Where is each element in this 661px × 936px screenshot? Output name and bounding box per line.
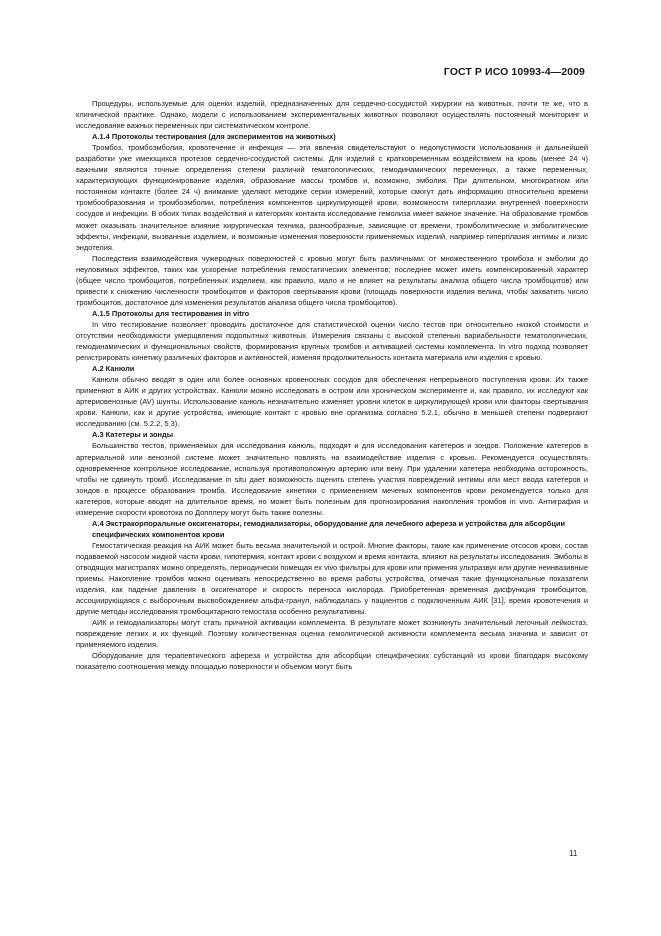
paragraph: Последствия взаимодействия чужеродных поверхностей с кровью могут быть различными: от множественного тромбоза и эмболии до неуловимых эффектов, таких как ускорение потребления гемостатических элементов; последнее может иметь компенсированный характер (общее число тромбоцитов, потребленных изделием, как правило, мало и не влияет на результаты анализа общего числа тромбоцитов) или привести к снижению численности тромбоцитов и факторов свертывания крови (площадь поверхности изделия велика, чтобы захватить число тромбоцитов, достаточное для изменения результатов анализа общего числа тромбоцитов). bbox=[76, 253, 588, 307]
paragraph: АИК и гемодиализаторы могут стать причиной активации комплемента. В результате может возникнуть значительный легочный лейкостаз, повреждение легких и их функций. Поэтому количественная оценка гемолитической активности комплемента весьма значима и зависит от применяемого изделия. bbox=[76, 618, 588, 650]
paragraph: Большинство тестов, применяемых для исследования канюль, подходят и для исследования катетеров и зондов. Положение катетеров в артериальной или венозной системе может значительно повлиять на взаимодействие изделия с кровью. Рекомендуется осуществлять одновременное контрольное исследование, используя противоположную артерию или вену. При удалении катетера необходима осторожность, чтобы не сдвинуть тромб. Исследование in situ дает возможность оценить степень участия повреждений интимы или мест ввода катетеров и зондов в процессе образования тромба. Исследование кинетики с применением меченых компонентов крови рекомендуется только для катетеров, которые вводят на длительное время, но может быть полезным для прогнозирования накопления тромбов in vivo. Антиграфия и измерение скорости кровотока по Допплеру могут быть также полезны. bbox=[76, 441, 588, 517]
section-heading: А.3 Катетеры и зонды bbox=[92, 430, 174, 440]
section-heading: А.1.5 Протоколы для тестирования in vitro bbox=[92, 308, 250, 318]
paragraph: Гемостатическая реакция на АИК может быть весьма значительной и острой. Многие факторы, такие как применение отсосов крови, состав подаваемой насосом жидкой части крови, гипотермия, контакт крови с воздухом и время контакта, влияют на результаты исследования. Эмболы в отводящих магистралях можно определять, периодически помещая ex vivo фильтры для крови или применяя ультразвук или другие неинвазивные приемы. Накопление тромбов можно оценивать непосредственно во время работы устройства, отмечая такие функциональные показатели изделия, как падение давления в оксигенаторе и скорость переноса кислорода. Приобретенная временная дисфункция тромбоцитов, ассоциирующаяся с выборочным высвобождением альфа-гранул, наблюдалась у пациентов с подключенным АИК [31], время кровотечения и другие методы исследования тромбоцитарного гемостаза особенно результативны. bbox=[76, 540, 588, 617]
page-number: 11 bbox=[569, 849, 578, 858]
paragraph: Канюли обычно вводят в один или более основных кровеносных сосудов для обеспечения непрерывного поступления крови. Их также применяют в АИК и других устройствах. Канюли можно исследовать в остром или хроническом эксперименте и, как правило, их исследуют как артериовенозные (AV) шунты. Использование канюль незначительно изменяет уровни клеток в циркулирующей крови или факторы свертывания крови. Канюли, как и другие устройства, имеющие контакт с кровью вне организма согласно 5.2.1, обычно в меньшей степени подвергают исследованию (см. 5.2.2, 5.3). bbox=[76, 375, 588, 429]
document-header: ГОСТ Р ИСО 10993-4—2009 bbox=[443, 66, 585, 78]
section-heading: А.1.4 Протоколы тестирования (для экспериментов на животных) bbox=[92, 132, 336, 142]
section-heading: А.2 Канюли bbox=[92, 364, 135, 374]
paragraph: Оборудование для терапевтического афереза и устройства для абсорбции специфических субстанций из крови благодаря высокому показателю соотношения между площадью поверхности и объемом могут быть bbox=[76, 651, 588, 672]
paragraph: In vitro тестирование позволяет проводить достаточное для статистической оценки число тестов при относительно низкой стоимости и отсутствии необходимости умерщвления подопытных животных. Измерения связаны с высокой степенью вариабельности гематологических, гемодинамических и функциональных свойств, формирования крупных тромбов и активацией системы комплемента. In vitro подход позволяет регистрировать кинетику различных факторов и активностей, изменяя продолжительность контакта материала или изделия с кровью. bbox=[76, 319, 588, 363]
section-heading: А.4 Экстракорпоральные оксигенаторы, гемодиализаторы, оборудование для лечебного афереза и устройства для абсорбции специфических компонентов крови bbox=[92, 518, 566, 539]
paragraph: Процедуры, используемые для оценки изделий, предназначенных для сердечно-сосудистой хирургии на животных, почти те же, что в клинической практике. Однако, модели с использованием экспериментальных животных позволяют осуществлять постоянный мониторинг и исследование важных переменных при систематическом контроле. bbox=[76, 99, 588, 131]
paragraph: Тромбоз, тромбоэмболия, кровотечение и инфекция — эти явления свидетельствуют о недопустимости использования и дальнейшей разработки уже имеющихся протезов сердечно-сосудистой системы. Для изделий с кратковременным воздействием на кровь (менее 24 ч) важными являются точные определения степени различий гематологических, гемодинамических переменных, а также переменных, характеризующих функционирование изделия, образование массы тромбов и, возможно, эмболия. При длительном, многократном или постоянном контакте (более 24 ч) внимание уделяют методике серии измерений, которые смогут дать информацию относительно времени тромбообразования и тромбоэмболии, потребления компонентов циркулирующей крови, возможности гиперплазии внутренней поверхности сосудов и инфекции. В обоих типах воздействия и категориях контакта исследование гемолиза имеет важное значение. На образование тромбов может оказывать значительное влияние хирургическая техника, разнообразные, зависящие от времени, тромболитические и эмболитические эффекты, инфекции, вызванные изделием, и возможные изменения поверхности применяемых изделий, например гиперплазия интимы и лизис эндотелия. bbox=[76, 143, 588, 252]
page-body bbox=[76, 98, 588, 672]
